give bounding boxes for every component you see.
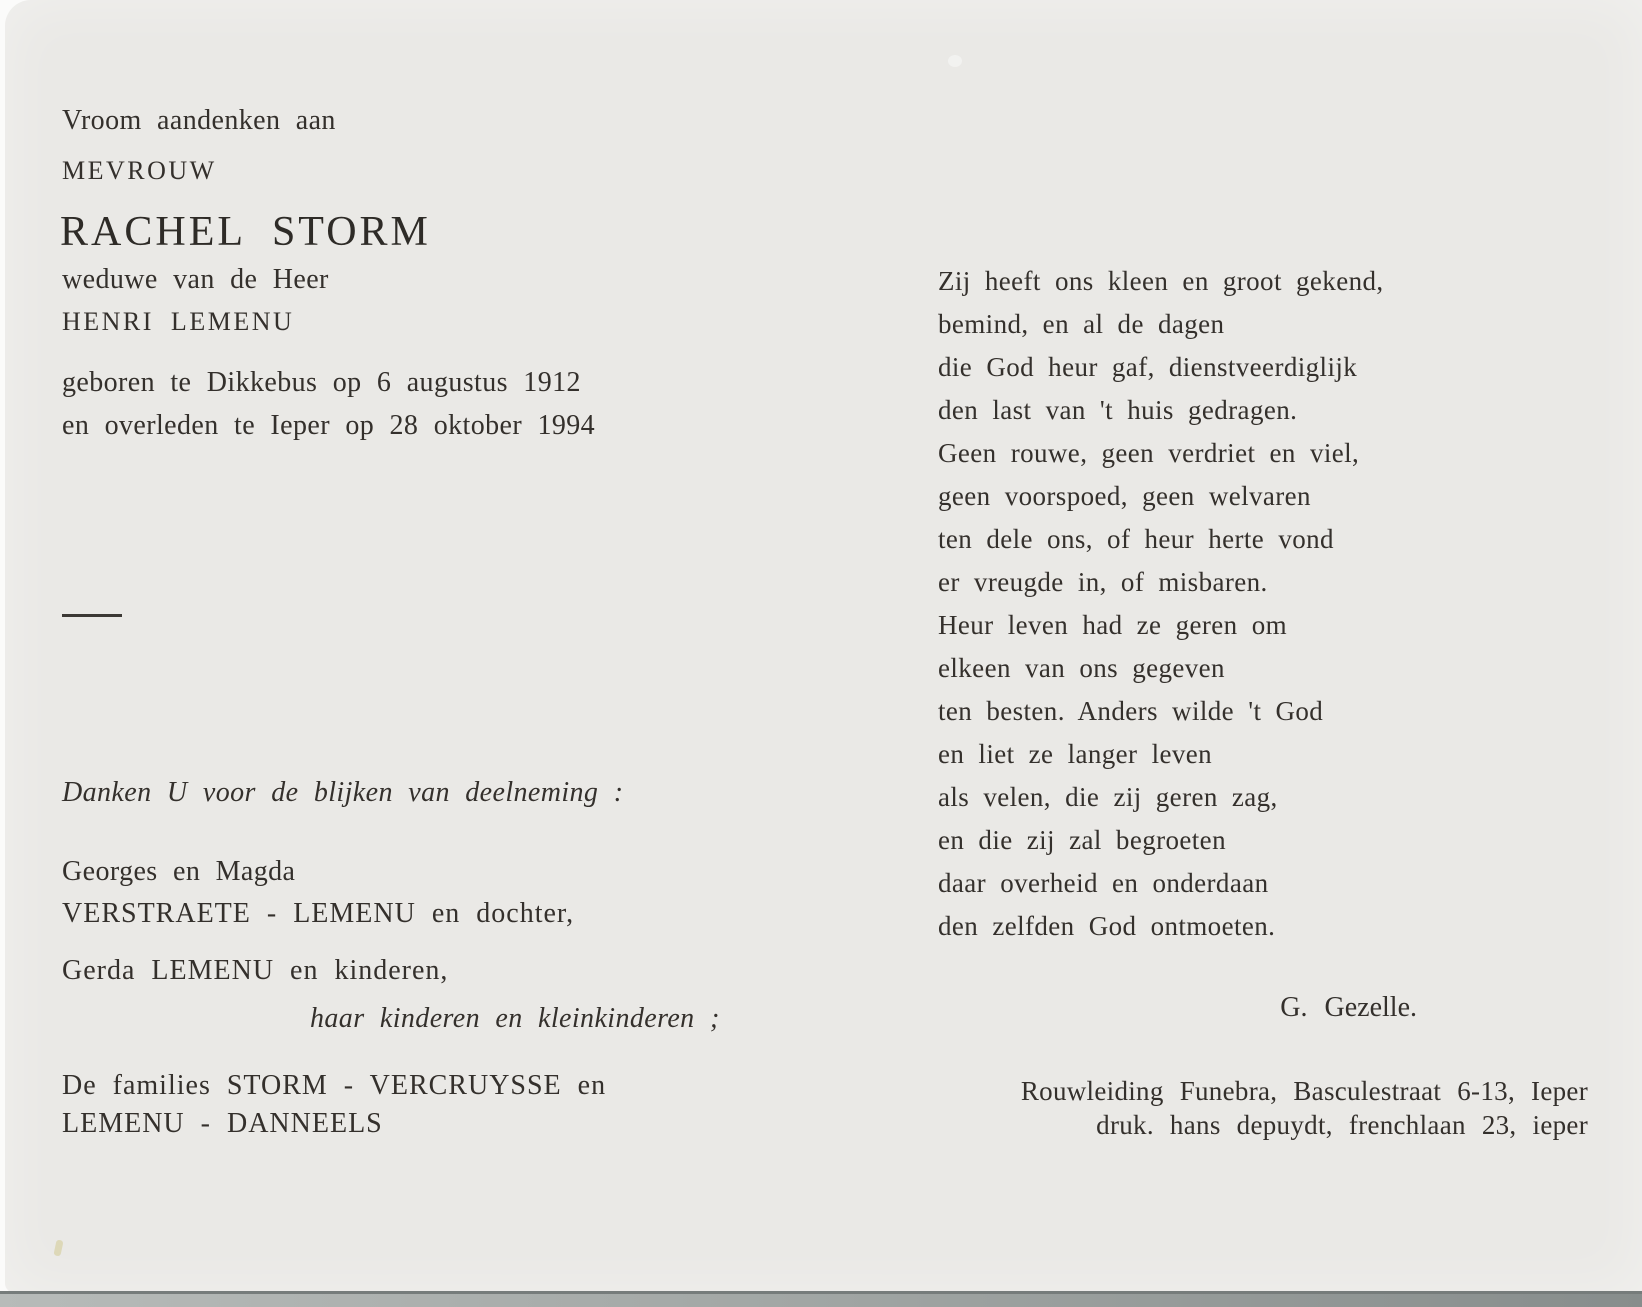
thanks-line: Danken U voor de blijken van deelneming : [62,777,624,808]
memorial-poem [938,260,1384,948]
poem-line: daar overheid en onderdaan [938,868,1269,898]
poem-line: die God heur gaf, dienstveerdiglijk [938,352,1358,382]
family-line: Georges en Magda [62,856,296,887]
poem-line: bemind, en al de dagen [938,309,1225,339]
death-line: en overleden te Ieper op 28 oktober 1994 [62,410,596,441]
poem-line: en liet ze langer leven [938,739,1213,769]
relation-line: weduwe van de Heer [62,264,329,295]
poem-line: den zelfden God ontmoeten. [938,911,1276,941]
birth-line: geboren te Dikkebus op 6 augustus 1912 [62,367,581,398]
poem-line: elkeen van ons gegeven [938,653,1225,683]
grandchildren-line: haar kinderen en kleinkinderen ; [310,1003,720,1034]
poem-line: er vreugde in, of misbaren. [938,567,1268,597]
poem-line: als velen, die zij geren zag, [938,782,1278,812]
family-line: Gerda LEMENU en kinderen, [62,955,449,986]
spouse-name: HENRI LEMENU [62,307,295,336]
poem-line: Geen rouwe, geen verdriet en viel, [938,438,1360,468]
families-line: De families STORM - VERCRUYSSE en [62,1070,607,1101]
poem-line: en die zij zal begroeten [938,825,1226,855]
poem-line: ten besten. Anders wilde 't God [938,696,1324,726]
scan-artifact [948,55,962,67]
poem-line: Zij heeft ons kleen en groot gekend, [938,266,1384,296]
printer-line: druk. hans depuydt, frenchlaan 23, ieper [1096,1110,1588,1140]
honorific: MEVROUW [62,156,217,185]
poem-line: Heur leven had ze geren om [938,610,1288,640]
poem-attribution: G. Gezelle. [1280,992,1417,1023]
section-divider-rule [62,614,122,617]
poem-line: geen voorspoed, geen welvaren [938,481,1311,511]
families-line: LEMENU - DANNEELS [62,1108,383,1139]
scan-edge [0,1291,1642,1307]
deceased-name: RACHEL STORM [60,209,431,255]
intro-line: Vroom aandenken aan [62,105,336,136]
family-line: VERSTRAETE - LEMENU en dochter, [62,898,575,929]
funeral-home-line: Rouwleiding Funebra, Basculestraat 6-13, Ieper [1020,1076,1588,1106]
poem-line: den last van 't huis gedragen. [938,395,1298,425]
printer-info [1021,1074,1588,1142]
poem-line: ten dele ons, of heur herte vond [938,524,1334,554]
